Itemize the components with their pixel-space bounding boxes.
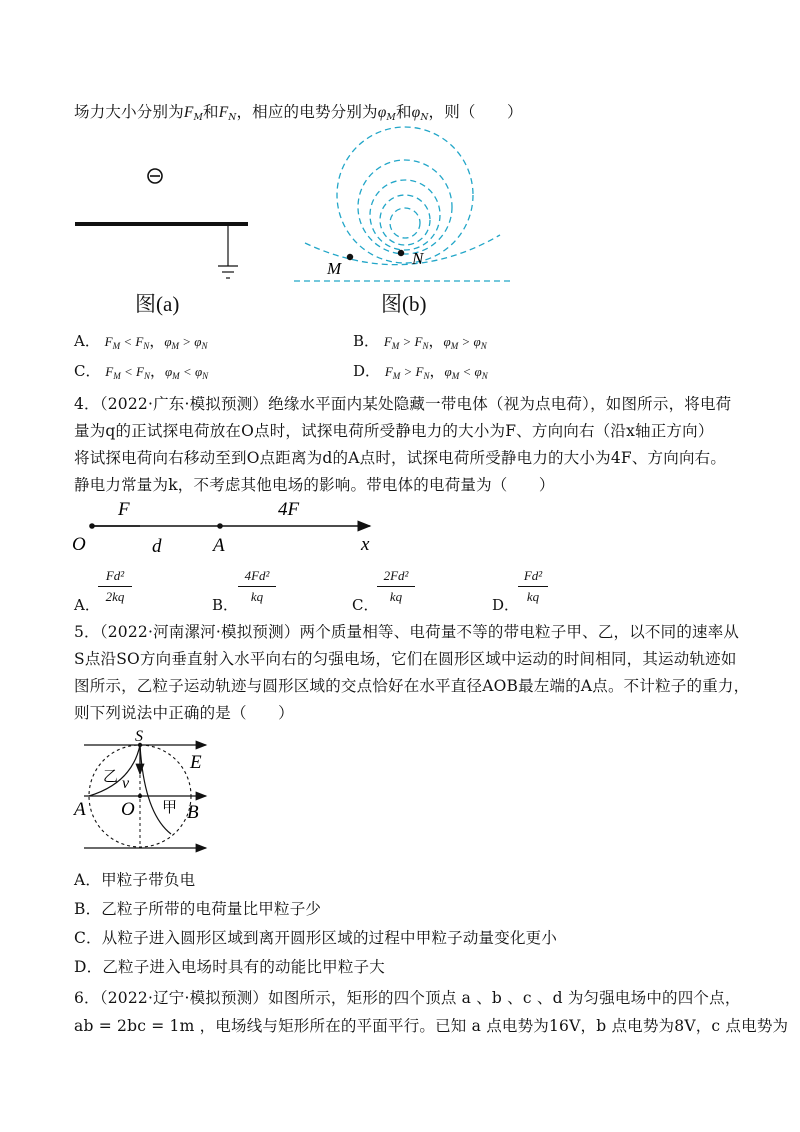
label-n: N xyxy=(412,249,424,268)
q5-figure xyxy=(70,728,220,858)
q6-line-1: 6．（2022·辽宁·模拟预测）如图所示，矩形的四个顶点 a 、b 、c 、d 为匀强电场中的四个点， xyxy=(74,989,741,1007)
label-s: S xyxy=(135,728,143,745)
q4-option-d-fraction: Fd² kq xyxy=(518,568,548,605)
q4-figure xyxy=(70,495,390,560)
q5-option-b[interactable]: B．乙粒子所带的电荷量比甲粒子少 xyxy=(74,900,322,918)
figure-b xyxy=(290,125,520,290)
q3-option-b[interactable]: B． $F_M > F_N$，$\varphi_M > \varphi_N$ xyxy=(353,332,487,351)
fig-a-caption: 图(a) xyxy=(135,292,180,316)
q4-option-d-letter[interactable]: D． xyxy=(492,596,520,614)
q4-line-3: 将试探电荷向右移动至到O点距离为d的A点时，试探电荷所受静电力的大小为4F、方向向右。 xyxy=(74,449,727,467)
q4-line-2: 量为q的正试探电荷放在O点时，试探电荷所受静电力的大小为F、方向向右（沿x轴正方向） xyxy=(74,422,714,440)
point-n xyxy=(398,250,404,256)
q5-option-c[interactable]: C．从粒子进入圆形区域到离开圆形区域的过程中甲粒子动量变化更小 xyxy=(74,929,558,947)
q3-option-c[interactable]: C． $F_M < F_N$，$\varphi_M < \varphi_N$ xyxy=(74,362,209,381)
label-a: A xyxy=(213,535,225,556)
q5-option-d[interactable]: D．乙粒子进入电场时具有的动能比甲粒子大 xyxy=(74,958,385,976)
q4-option-a-letter[interactable]: A． xyxy=(74,596,100,614)
q5-line-4: 则下列说法中正确的是（ ） xyxy=(74,704,294,722)
q3-stem-line: 场力大小分别为$F_M$和$F_N$，相应的电势分别为$\varphi_M$和$\varphi_N$，则（ ） xyxy=(74,103,523,123)
label-d: d xyxy=(152,536,162,557)
label-o: O xyxy=(72,534,86,555)
label-jia: 甲 xyxy=(162,798,178,816)
q4-option-a-fraction: Fd² 2kq xyxy=(98,568,132,605)
label-m: M xyxy=(327,259,342,278)
trajectory-jia xyxy=(140,745,171,834)
label-yi: 乙 xyxy=(103,767,119,785)
point-m xyxy=(347,254,353,260)
label-4f: 4F xyxy=(278,499,300,520)
point-a xyxy=(217,523,223,529)
q4-line-1: 4．（2022·广东·模拟预测）绝缘水平面内某处隐藏一带电体（视为点电荷），如图所示，将电荷 xyxy=(74,395,732,413)
q4-option-b-letter[interactable]: B． xyxy=(212,596,239,614)
label-x: x xyxy=(361,534,370,555)
fig-b-caption: 图(b) xyxy=(381,292,427,316)
q3-option-a[interactable]: A． $F_M < F_N$，$\varphi_M > \varphi_N$ xyxy=(74,332,208,351)
label-o: O xyxy=(121,799,135,820)
figure-a xyxy=(70,160,270,290)
q4-line-4: 静电力常量为k，不考虑其他电场的影响。带电体的电荷量为（ ） xyxy=(74,476,555,494)
label-v: v xyxy=(122,775,130,792)
q5-line-3: 图所示，乙粒子运动轨迹与圆形区域的交点恰好在水平直径AOB最左端的A点。不计粒子的重力， xyxy=(74,677,750,695)
label-f: F xyxy=(118,499,130,520)
q3-option-d[interactable]: D． $F_M > F_N$，$\varphi_M < \varphi_N$ xyxy=(353,362,488,381)
label-a: A xyxy=(74,799,86,820)
q5-option-a[interactable]: A．甲粒子带负电 xyxy=(74,871,196,889)
q5-line-2: S点沿SO方向垂直射入水平向右的匀强电场，它们在圆形区域中运动的时间相同，其运动轨迹如 xyxy=(74,650,737,668)
label-b: B xyxy=(187,802,199,823)
q4-option-c-fraction: 2Fd² kq xyxy=(377,568,415,605)
q4-option-c-letter[interactable]: C． xyxy=(352,596,379,614)
label-e: E xyxy=(190,752,202,773)
q5-line-1: 5．（2022·河南漯河·模拟预测）两个质量相等、电荷量不等的带电粒子甲、乙，以不同的速率从 xyxy=(74,623,740,641)
q6-line-2: ab = 2bc = 1m ，电场线与矩形所在的平面平行。已知 a 点电势为16V，b 点电势为8V，c 点电势为 xyxy=(74,1017,789,1035)
q4-option-b-fraction: 4Fd² kq xyxy=(238,568,276,605)
